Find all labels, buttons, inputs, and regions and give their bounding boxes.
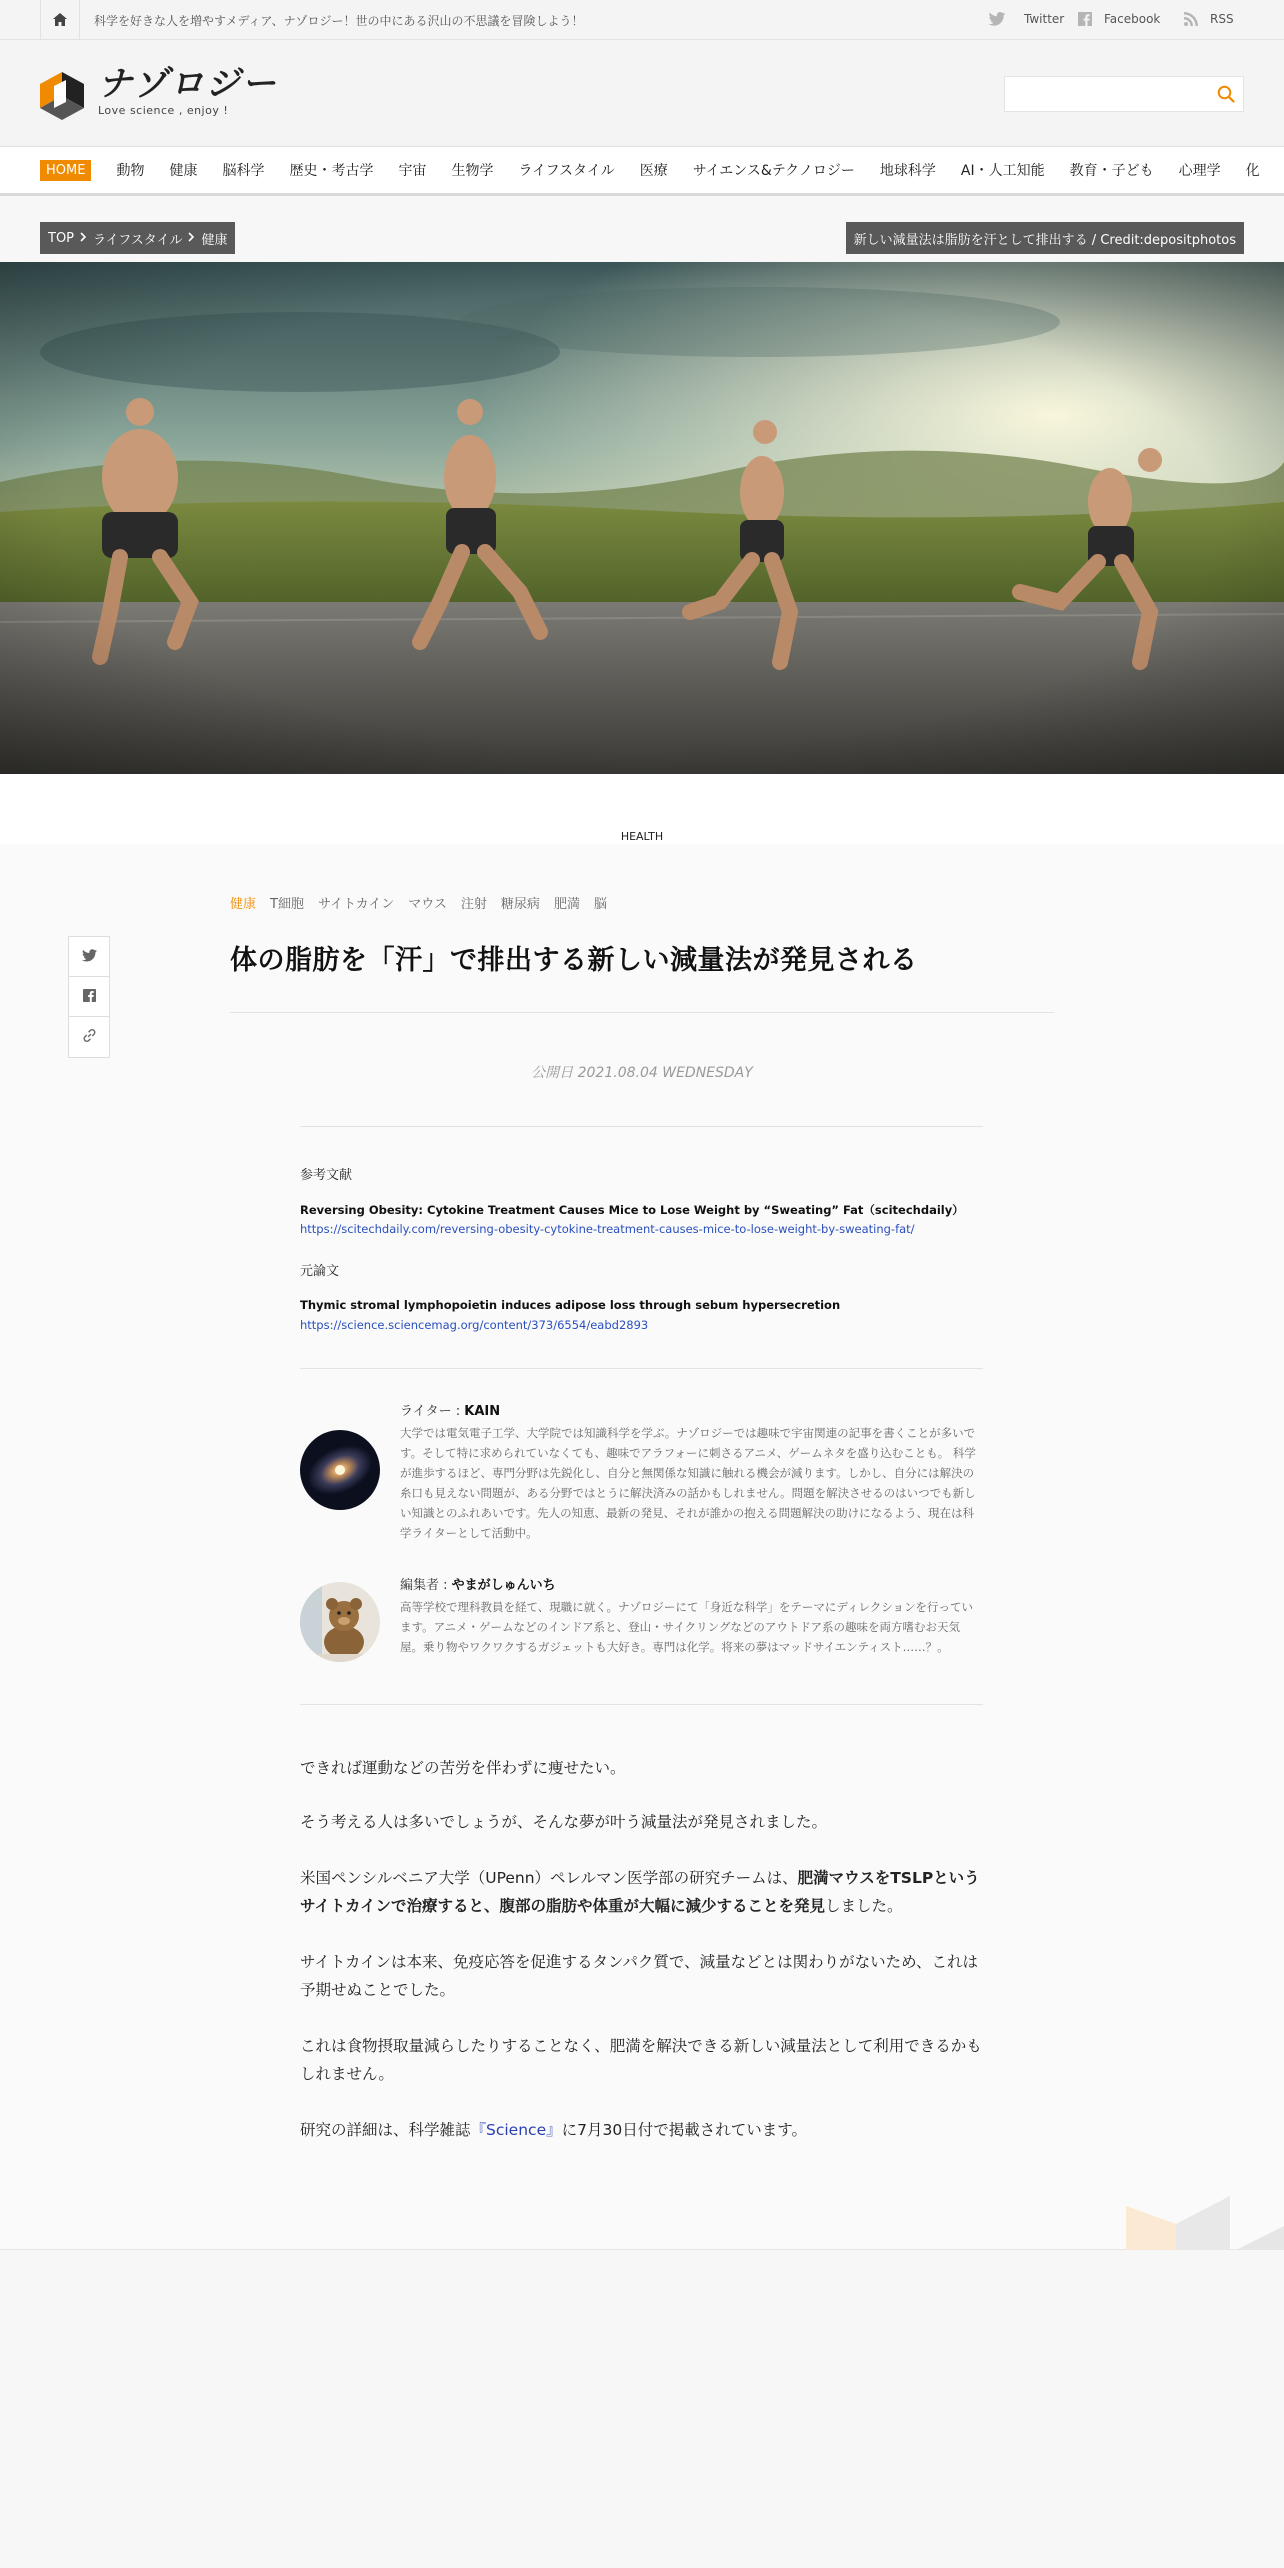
editor-bio: 高等学校で理科教員を経て、現職に就く。ナゾロジーにて「身近な科学」をテーマにディレクションを行っています。アニメ・ゲームなどのインドア系と、登山・サイクリングなどのアウトドア系の趣味を両方嗜むお天気屋。乗り物やワクワクするガジェットも大好き。専門は化学。将来の夢はマッドサイエンティスト……？。 [400,1600,974,1654]
original-paper-title: Thymic stromal lymphopoietin induces adipose loss through sebum hypersecretion [300,1298,841,1312]
facebook-link[interactable] [1078,12,1160,26]
body-paragraph [300,2116,990,2144]
article-title: 体の脂肪を「汗」で排出する新しい減量法が発見される [230,945,918,976]
nav-item-chemistry[interactable]: 化 [1245,163,1260,179]
nav-item-animals[interactable]: 動物 [116,163,145,179]
reference-title: Reversing Obesity: Cytokine Treatment Causes Mice to Lose Weight by “Sweating” Fat（scitechdaily） [300,1203,964,1217]
image-credit: 新しい減量法は脂肪を汗として排出する / Credit:depositphotos [846,222,1244,254]
nav-item-science-tech[interactable]: サイエンス&テクノロジー [692,163,855,179]
references-heading: 参考文献 [300,1168,353,1183]
nav-item-medical[interactable]: 医療 [639,163,668,179]
body-paragraph: これは食物摂取量減らしたりすることなく、肥満を解決できる新しい減量法として利用できるかもしれません。 [300,2037,982,2083]
category-label: HEALTH [620,830,664,843]
rss-icon [1184,12,1198,26]
logo-subtitle: Love science , enjoy ! [98,104,229,117]
twitter-label: Twitter [1024,12,1065,26]
decorative-corner-graphic [1126,2196,1284,2254]
twitter-link[interactable] [988,12,1064,26]
body-text: 米国ペンシルベニア大学（UPenn）ペレルマン医学部の研究チームは、 [300,1869,798,1887]
facebook-label: Facebook [1104,12,1161,26]
body-paragraph: そう考える人は多いでしょうが、そんな夢が叶う減量法が発見されました。 [300,1813,828,1831]
site-tagline: 科学を好きな人を増やすメディア、ナゾロジー！世の中にある沢山の不思議を冒険しよう！ [94,14,584,28]
tag-item[interactable]: 健康 [230,897,257,912]
facebook-icon [83,987,96,1006]
search-icon[interactable] [1217,85,1235,107]
rss-link[interactable] [1184,12,1234,26]
tag-item[interactable]: 脳 [593,897,607,912]
breadcrumb-lifestyle[interactable]: ライフスタイル [93,232,183,248]
share-facebook-button[interactable] [69,977,109,1017]
divider [300,1126,983,1127]
editor-name[interactable]: やまがしゅんいち [451,1578,556,1593]
writer-avatar[interactable] [300,1430,380,1510]
search-input[interactable] [1005,77,1205,111]
logo-text: ナゾロジー [98,64,278,104]
logo-mark-icon [40,66,86,124]
writer-role: ライター : [400,1404,465,1419]
link-icon [82,1028,97,1047]
tag-list [230,893,607,912]
nav-item-lifestyle[interactable]: ライフスタイル [518,163,615,179]
nav-item-health[interactable]: 健康 [169,163,198,179]
site-header [0,40,1284,146]
nav-item-earth-science[interactable]: 地球科学 [879,163,936,179]
main-nav [0,146,1284,196]
top-bar [0,0,1284,40]
breadcrumb-health[interactable]: 健康 [201,232,228,248]
breadcrumb [40,222,235,254]
science-journal-link[interactable]: 『Science』 [470,2121,562,2139]
tag-item[interactable]: 糖尿病 [500,897,540,912]
tag-item[interactable]: サイトカイン [317,897,395,912]
tag-item[interactable]: T細胞 [270,897,304,912]
search-box [1004,76,1244,112]
home-button[interactable] [40,0,80,40]
divider [230,1012,1054,1013]
nav-item-neuroscience[interactable]: 脳科学 [222,163,265,179]
editor-avatar[interactable] [300,1582,380,1662]
site-logo[interactable] [40,66,278,124]
nav-item-space[interactable]: 宇宙 [398,163,427,179]
writer-name-line [400,1400,983,1419]
writer-name[interactable]: KAIN [464,1404,501,1419]
chevron-right-icon [188,231,195,246]
reference-link[interactable]: https://scitechdaily.com/reversing-obesity-cytokine-treatment-causes-mice-to-lose-weight-by-sweating-fat/ [300,1222,915,1236]
writer-bio: 大学では電気電子工学、大学院では知識科学を学ぶ。ナゾロジーでは趣味で宇宙関連の記事を書くことが多いです。そして特に求められていなくても、趣味でアラフォーに刺さるアニメ、ゲームネタを盛り込むことも。 科学が進歩するほど、専門分野は先鋭化し、自分と無関係な知識に触れる機会が減ります。しかし、自分には解決の糸口も見えない問題が、ある分野ではとうに解決済みの話かもしれません。問題を解決させるのはいつでも新しい知識とのふれあいです。先人の知恵、最新の発見、それが誰かの抱える問題解決の助けになるよう、現在は科学ライターとして活動中。 [400,1426,976,1540]
breadcrumb-top[interactable]: TOP [48,230,75,246]
divider [300,1368,983,1369]
body-paragraph [300,1864,990,1920]
rss-label: RSS [1210,12,1234,26]
hero-image [0,262,1284,774]
original-paper-link[interactable]: https://science.sciencemag.org/content/373/6554/eabd2893 [300,1318,649,1332]
twitter-icon [82,947,97,966]
share-buttons [68,936,110,1058]
original-paper-heading: 元論文 [300,1264,340,1279]
nav-item-psychology[interactable]: 心理学 [1178,163,1221,179]
facebook-icon [1078,12,1092,26]
editor-role: 編集者 : [400,1578,452,1593]
nav-item-history[interactable]: 歴史・考古学 [289,163,374,179]
tag-item[interactable]: 肥満 [553,897,580,912]
twitter-icon [988,12,1006,26]
nav-item-ai[interactable]: AI・人工知能 [960,163,1045,179]
divider [300,1704,983,1705]
copy-link-button[interactable] [69,1017,109,1057]
nav-item-home[interactable]: HOME [40,160,91,181]
home-icon [53,11,67,30]
body-emphasis: 肥満マウスをTSLPというサイトカインで治療すると、腹部の脂肪や体重が大幅に減少することを発見 [300,1869,980,1915]
tag-item[interactable]: 注射 [460,897,487,912]
share-twitter-button[interactable] [69,937,109,977]
body-paragraph: できれば運動などの苦労を伴わずに痩せたい。 [300,1759,626,1777]
body-text: 研究の詳細は、科学雑誌 [300,2121,471,2139]
editor-name-line [400,1574,983,1593]
chevron-right-icon [80,231,87,246]
body-text: に7月30日付で掲載されています。 [561,2121,807,2139]
nav-item-education[interactable]: 教育・子ども [1069,163,1154,179]
body-text: しました。 [825,1897,903,1915]
body-paragraph: サイトカインは本来、免疫応答を促進するタンパク質で、減量などとは関わりがないため、これは予期せぬことでした。 [300,1953,978,1999]
nav-item-biology[interactable]: 生物学 [451,163,494,179]
tag-item[interactable]: マウス [408,897,447,912]
publish-date: 公開日 2021.08.04 WEDNESDAY [531,1065,753,1081]
